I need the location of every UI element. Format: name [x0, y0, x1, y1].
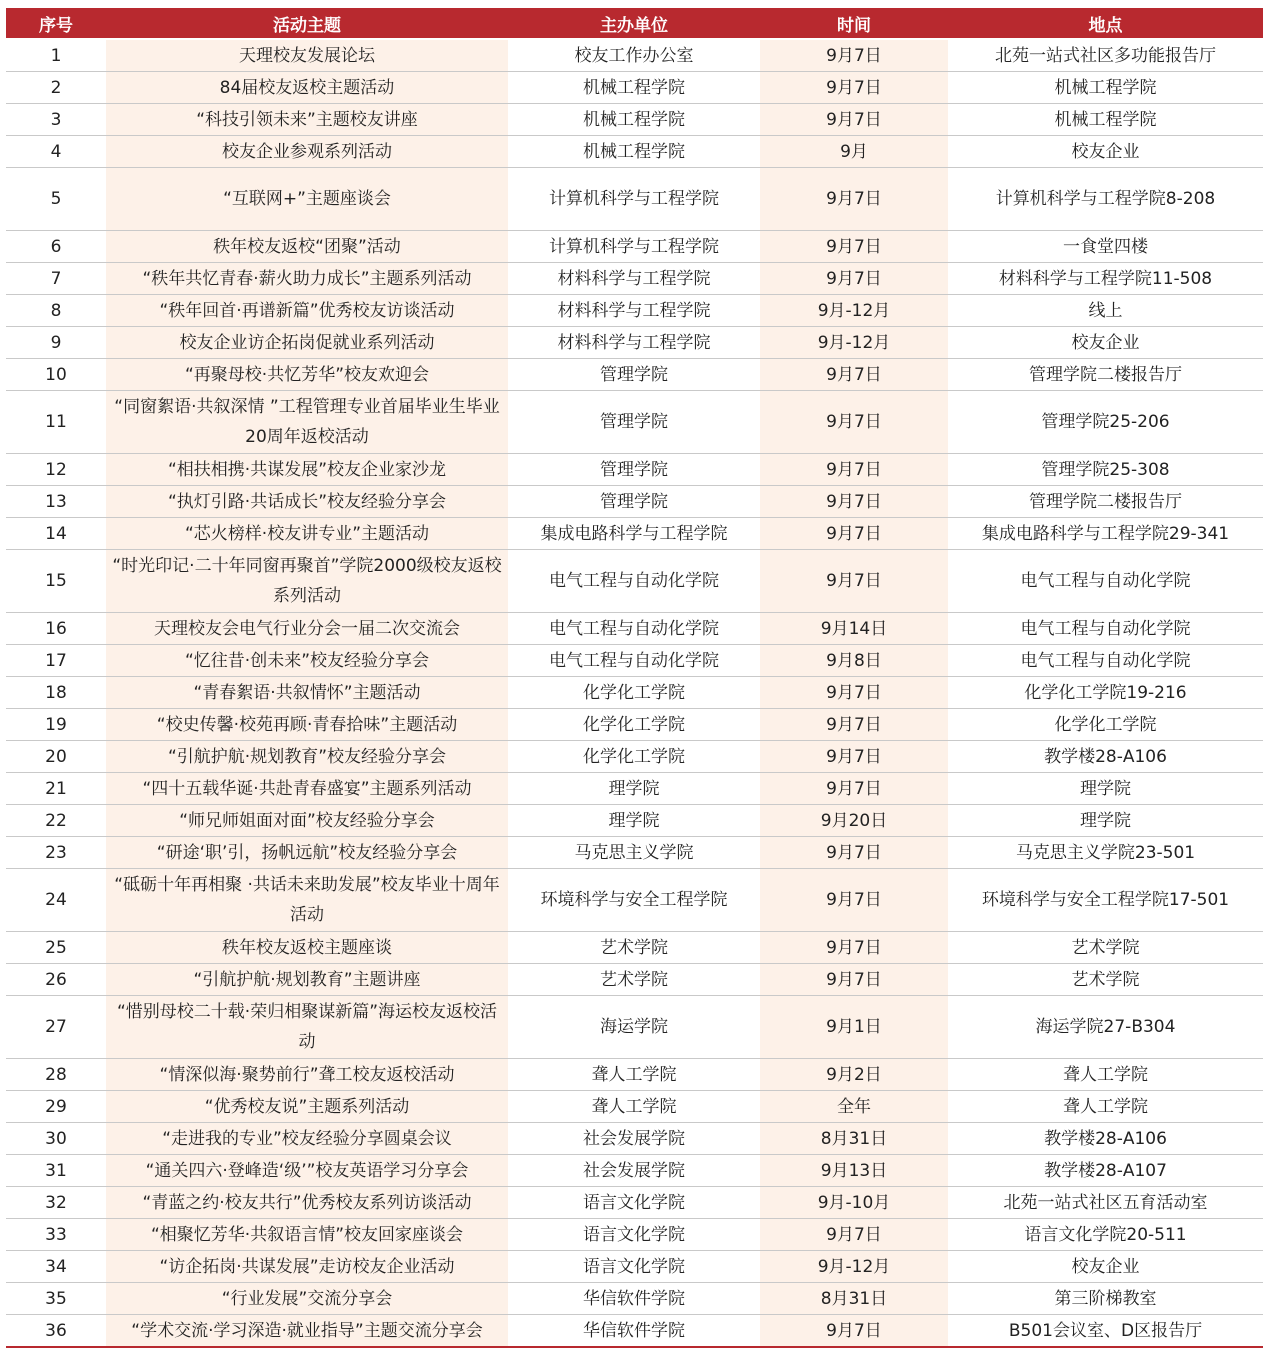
cell-location: 理学院: [948, 805, 1263, 837]
cell-time: 9月7日: [760, 1219, 948, 1251]
cell-theme: “情深似海·聚势前行”聋工校友返校活动: [106, 1059, 508, 1091]
table-row: [6, 645, 1263, 677]
cell-organizer: 聋人工学院: [508, 1091, 760, 1123]
activity-table: [6, 8, 1263, 1348]
cell-index: 17: [6, 645, 106, 677]
cell-location: 教学楼28-A106: [948, 741, 1263, 773]
cell-time: 9月7日: [760, 104, 948, 136]
table-row: [6, 391, 1263, 454]
cell-time: 9月1日: [760, 996, 948, 1059]
activity-table-container: [6, 8, 1263, 1348]
table-row: [6, 486, 1263, 518]
cell-location: 管理学院25-206: [948, 391, 1263, 454]
cell-theme: “青蓝之约·校友共行”优秀校友系列访谈活动: [106, 1187, 508, 1219]
cell-organizer: 计算机科学与工程学院: [508, 168, 760, 231]
cell-location: 环境科学与安全工程学院17-501: [948, 869, 1263, 932]
cell-organizer: 华信软件学院: [508, 1315, 760, 1348]
cell-theme: “优秀校友说”主题系列活动: [106, 1091, 508, 1123]
cell-index: 18: [6, 677, 106, 709]
cell-time: 9月7日: [760, 518, 948, 550]
header-organizer: 主办单位: [508, 8, 760, 39]
cell-organizer: 管理学院: [508, 486, 760, 518]
cell-location: 化学化工学院: [948, 709, 1263, 741]
cell-index: 21: [6, 773, 106, 805]
cell-organizer: 电气工程与自动化学院: [508, 613, 760, 645]
cell-organizer: 管理学院: [508, 454, 760, 486]
cell-theme: 校友企业参观系列活动: [106, 136, 508, 168]
cell-theme: “忆往昔·创未来”校友经验分享会: [106, 645, 508, 677]
cell-time: 9月7日: [760, 39, 948, 72]
cell-organizer: 华信软件学院: [508, 1283, 760, 1315]
cell-organizer: 机械工程学院: [508, 72, 760, 104]
cell-theme: “互联网+”主题座谈会: [106, 168, 508, 231]
cell-theme: “行业发展”交流分享会: [106, 1283, 508, 1315]
cell-theme: “秩年回首·再谱新篇”优秀校友访谈活动: [106, 295, 508, 327]
cell-time: 9月7日: [760, 709, 948, 741]
cell-index: 9: [6, 327, 106, 359]
cell-time: 全年: [760, 1091, 948, 1123]
cell-organizer: 机械工程学院: [508, 136, 760, 168]
table-row: [6, 964, 1263, 996]
cell-theme: “科技引领未来”主题校友讲座: [106, 104, 508, 136]
table-row: [6, 518, 1263, 550]
cell-time: 9月7日: [760, 837, 948, 869]
cell-theme: “访企拓岗·共谋发展”走访校友企业活动: [106, 1251, 508, 1283]
cell-location: 校友企业: [948, 327, 1263, 359]
cell-location: 电气工程与自动化学院: [948, 550, 1263, 613]
header-time: 时间: [760, 8, 948, 39]
table-row: [6, 1091, 1263, 1123]
cell-index: 3: [6, 104, 106, 136]
cell-location: 海运学院27-B304: [948, 996, 1263, 1059]
cell-time: 9月7日: [760, 391, 948, 454]
table-row: [6, 1219, 1263, 1251]
cell-location: 语言文化学院20-511: [948, 1219, 1263, 1251]
cell-organizer: 化学化工学院: [508, 741, 760, 773]
cell-time: 8月31日: [760, 1123, 948, 1155]
header-row: [6, 8, 1263, 39]
cell-location: 第三阶梯教室: [948, 1283, 1263, 1315]
cell-location: 聋人工学院: [948, 1091, 1263, 1123]
cell-index: 30: [6, 1123, 106, 1155]
cell-time: 9月7日: [760, 677, 948, 709]
cell-time: 9月7日: [760, 964, 948, 996]
cell-organizer: 管理学院: [508, 391, 760, 454]
table-row: [6, 869, 1263, 932]
cell-index: 14: [6, 518, 106, 550]
cell-theme: “研途‘职’引，扬帆远航”校友经验分享会: [106, 837, 508, 869]
cell-location: 马克思主义学院23-501: [948, 837, 1263, 869]
cell-organizer: 校友工作办公室: [508, 39, 760, 72]
cell-index: 29: [6, 1091, 106, 1123]
cell-index: 28: [6, 1059, 106, 1091]
cell-index: 7: [6, 263, 106, 295]
cell-time: 9月7日: [760, 231, 948, 263]
cell-location: 电气工程与自动化学院: [948, 613, 1263, 645]
cell-index: 35: [6, 1283, 106, 1315]
cell-index: 36: [6, 1315, 106, 1348]
table-row: [6, 709, 1263, 741]
header-index: 序号: [6, 8, 106, 39]
table-row: [6, 613, 1263, 645]
cell-index: 10: [6, 359, 106, 391]
cell-index: 5: [6, 168, 106, 231]
table-row: [6, 168, 1263, 231]
table-row: [6, 231, 1263, 263]
cell-organizer: 聋人工学院: [508, 1059, 760, 1091]
cell-index: 1: [6, 39, 106, 72]
cell-time: 9月7日: [760, 486, 948, 518]
table-row: [6, 837, 1263, 869]
cell-organizer: 管理学院: [508, 359, 760, 391]
cell-time: 9月7日: [760, 741, 948, 773]
cell-index: 27: [6, 996, 106, 1059]
cell-theme: “通关四六·登峰造‘级’”校友英语学习分享会: [106, 1155, 508, 1187]
header-location: 地点: [948, 8, 1263, 39]
table-row: [6, 1283, 1263, 1315]
cell-location: 材料科学与工程学院11-508: [948, 263, 1263, 295]
cell-location: 北苑一站式社区多功能报告厅: [948, 39, 1263, 72]
cell-organizer: 环境科学与安全工程学院: [508, 869, 760, 932]
cell-index: 11: [6, 391, 106, 454]
cell-index: 16: [6, 613, 106, 645]
cell-time: 9月7日: [760, 1315, 948, 1348]
cell-theme: “秩年共忆青春·薪火助力成长”主题系列活动: [106, 263, 508, 295]
cell-theme: “惜别母校二十载·荣归相聚谋新篇”海运校友返校活动: [106, 996, 508, 1059]
cell-theme: “四十五载华诞·共赴青春盛宴”主题系列活动: [106, 773, 508, 805]
cell-organizer: 语言文化学院: [508, 1187, 760, 1219]
cell-time: 9月7日: [760, 359, 948, 391]
cell-organizer: 化学化工学院: [508, 677, 760, 709]
cell-time: 9月14日: [760, 613, 948, 645]
cell-index: 4: [6, 136, 106, 168]
cell-location: 机械工程学院: [948, 104, 1263, 136]
cell-index: 34: [6, 1251, 106, 1283]
cell-theme: 校友企业访企拓岗促就业系列活动: [106, 327, 508, 359]
cell-theme: “时光印记·二十年同窗再聚首”学院2000级校友返校系列活动: [106, 550, 508, 613]
cell-location: 北苑一站式社区五育活动室: [948, 1187, 1263, 1219]
table-header: [6, 8, 1263, 39]
cell-location: 聋人工学院: [948, 1059, 1263, 1091]
cell-time: 9月7日: [760, 932, 948, 964]
cell-theme: “引航护航·规划教育”校友经验分享会: [106, 741, 508, 773]
cell-index: 25: [6, 932, 106, 964]
cell-index: 32: [6, 1187, 106, 1219]
cell-theme: “相扶相携·共谋发展”校友企业家沙龙: [106, 454, 508, 486]
cell-index: 33: [6, 1219, 106, 1251]
cell-theme: 天理校友会电气行业分会一届二次交流会: [106, 613, 508, 645]
cell-location: 教学楼28-A107: [948, 1155, 1263, 1187]
cell-location: 艺术学院: [948, 964, 1263, 996]
cell-index: 24: [6, 869, 106, 932]
cell-time: 9月-12月: [760, 327, 948, 359]
cell-index: 23: [6, 837, 106, 869]
table-row: [6, 932, 1263, 964]
cell-location: 一食堂四楼: [948, 231, 1263, 263]
cell-index: 2: [6, 72, 106, 104]
cell-location: 理学院: [948, 773, 1263, 805]
cell-theme: “芯火榜样·校友讲专业”主题活动: [106, 518, 508, 550]
cell-theme: 秩年校友返校“团聚”活动: [106, 231, 508, 263]
cell-location: 管理学院二楼报告厅: [948, 359, 1263, 391]
cell-organizer: 海运学院: [508, 996, 760, 1059]
cell-location: 化学化工学院19-216: [948, 677, 1263, 709]
cell-theme: “学术交流·学习深造·就业指导”主题交流分享会: [106, 1315, 508, 1348]
cell-location: 电气工程与自动化学院: [948, 645, 1263, 677]
cell-index: 19: [6, 709, 106, 741]
table-row: [6, 741, 1263, 773]
cell-theme: “校史传馨·校苑再顾·青春拾味”主题活动: [106, 709, 508, 741]
cell-time: 9月-12月: [760, 295, 948, 327]
cell-time: 9月13日: [760, 1155, 948, 1187]
cell-index: 15: [6, 550, 106, 613]
table-row: [6, 263, 1263, 295]
cell-location: 校友企业: [948, 1251, 1263, 1283]
cell-theme: 84届校友返校主题活动: [106, 72, 508, 104]
cell-location: 管理学院25-308: [948, 454, 1263, 486]
table-row: [6, 1187, 1263, 1219]
table-row: [6, 136, 1263, 168]
cell-theme: 天理校友发展论坛: [106, 39, 508, 72]
table-row: [6, 773, 1263, 805]
cell-theme: 秩年校友返校主题座谈: [106, 932, 508, 964]
cell-theme: “师兄师姐面对面”校友经验分享会: [106, 805, 508, 837]
cell-organizer: 化学化工学院: [508, 709, 760, 741]
table-row: [6, 1251, 1263, 1283]
cell-organizer: 马克思主义学院: [508, 837, 760, 869]
cell-time: 9月8日: [760, 645, 948, 677]
cell-location: 计算机科学与工程学院8-208: [948, 168, 1263, 231]
cell-organizer: 集成电路科学与工程学院: [508, 518, 760, 550]
cell-index: 6: [6, 231, 106, 263]
table-row: [6, 359, 1263, 391]
cell-theme: “同窗絮语·共叙深情 ”工程管理专业首届毕业生毕业20周年返校活动: [106, 391, 508, 454]
cell-organizer: 理学院: [508, 773, 760, 805]
table-row: [6, 1123, 1263, 1155]
cell-theme: “相聚忆芳华·共叙语言情”校友回家座谈会: [106, 1219, 508, 1251]
cell-theme: “青春絮语·共叙情怀”主题活动: [106, 677, 508, 709]
table-row: [6, 39, 1263, 72]
cell-time: 9月7日: [760, 869, 948, 932]
cell-index: 20: [6, 741, 106, 773]
cell-theme: “再聚母校·共忆芳华”校友欢迎会: [106, 359, 508, 391]
cell-organizer: 社会发展学院: [508, 1155, 760, 1187]
cell-location: 教学楼28-A106: [948, 1123, 1263, 1155]
cell-theme: “走进我的专业”校友经验分享圆桌会议: [106, 1123, 508, 1155]
cell-index: 31: [6, 1155, 106, 1187]
cell-index: 12: [6, 454, 106, 486]
cell-time: 9月20日: [760, 805, 948, 837]
cell-location: 集成电路科学与工程学院29-341: [948, 518, 1263, 550]
table-row: [6, 295, 1263, 327]
cell-organizer: 材料科学与工程学院: [508, 263, 760, 295]
cell-theme: “执灯引路·共话成长”校友经验分享会: [106, 486, 508, 518]
cell-theme: “引航护航·规划教育”主题讲座: [106, 964, 508, 996]
cell-organizer: 电气工程与自动化学院: [508, 550, 760, 613]
cell-time: 9月-10月: [760, 1187, 948, 1219]
cell-organizer: 社会发展学院: [508, 1123, 760, 1155]
table-row: [6, 1059, 1263, 1091]
cell-index: 13: [6, 486, 106, 518]
table-row: [6, 550, 1263, 613]
cell-time: 9月-12月: [760, 1251, 948, 1283]
cell-location: 管理学院二楼报告厅: [948, 486, 1263, 518]
cell-time: 9月7日: [760, 168, 948, 231]
cell-organizer: 材料科学与工程学院: [508, 295, 760, 327]
cell-organizer: 电气工程与自动化学院: [508, 645, 760, 677]
cell-location: 线上: [948, 295, 1263, 327]
cell-organizer: 材料科学与工程学院: [508, 327, 760, 359]
cell-organizer: 语言文化学院: [508, 1251, 760, 1283]
cell-time: 9月7日: [760, 550, 948, 613]
cell-time: 9月7日: [760, 72, 948, 104]
cell-location: 机械工程学院: [948, 72, 1263, 104]
cell-time: 9月: [760, 136, 948, 168]
cell-location: 校友企业: [948, 136, 1263, 168]
cell-organizer: 语言文化学院: [508, 1219, 760, 1251]
cell-location: B501会议室、D区报告厅: [948, 1315, 1263, 1348]
table-row: [6, 104, 1263, 136]
table-row: [6, 327, 1263, 359]
cell-organizer: 艺术学院: [508, 964, 760, 996]
cell-time: 9月7日: [760, 773, 948, 805]
table-row: [6, 1155, 1263, 1187]
cell-index: 22: [6, 805, 106, 837]
header-theme: 活动主题: [106, 8, 508, 39]
cell-index: 26: [6, 964, 106, 996]
cell-organizer: 理学院: [508, 805, 760, 837]
cell-time: 9月7日: [760, 454, 948, 486]
table-body: [6, 39, 1263, 1347]
table-row: [6, 677, 1263, 709]
table-row: [6, 1315, 1263, 1348]
cell-time: 8月31日: [760, 1283, 948, 1315]
table-row: [6, 805, 1263, 837]
table-row: [6, 72, 1263, 104]
table-row: [6, 454, 1263, 486]
cell-index: 8: [6, 295, 106, 327]
cell-location: 艺术学院: [948, 932, 1263, 964]
cell-organizer: 艺术学院: [508, 932, 760, 964]
cell-theme: “砥砺十年再相聚 ·共话未来助发展”校友毕业十周年活动: [106, 869, 508, 932]
cell-organizer: 机械工程学院: [508, 104, 760, 136]
cell-time: 9月2日: [760, 1059, 948, 1091]
cell-organizer: 计算机科学与工程学院: [508, 231, 760, 263]
cell-time: 9月7日: [760, 263, 948, 295]
table-row: [6, 996, 1263, 1059]
